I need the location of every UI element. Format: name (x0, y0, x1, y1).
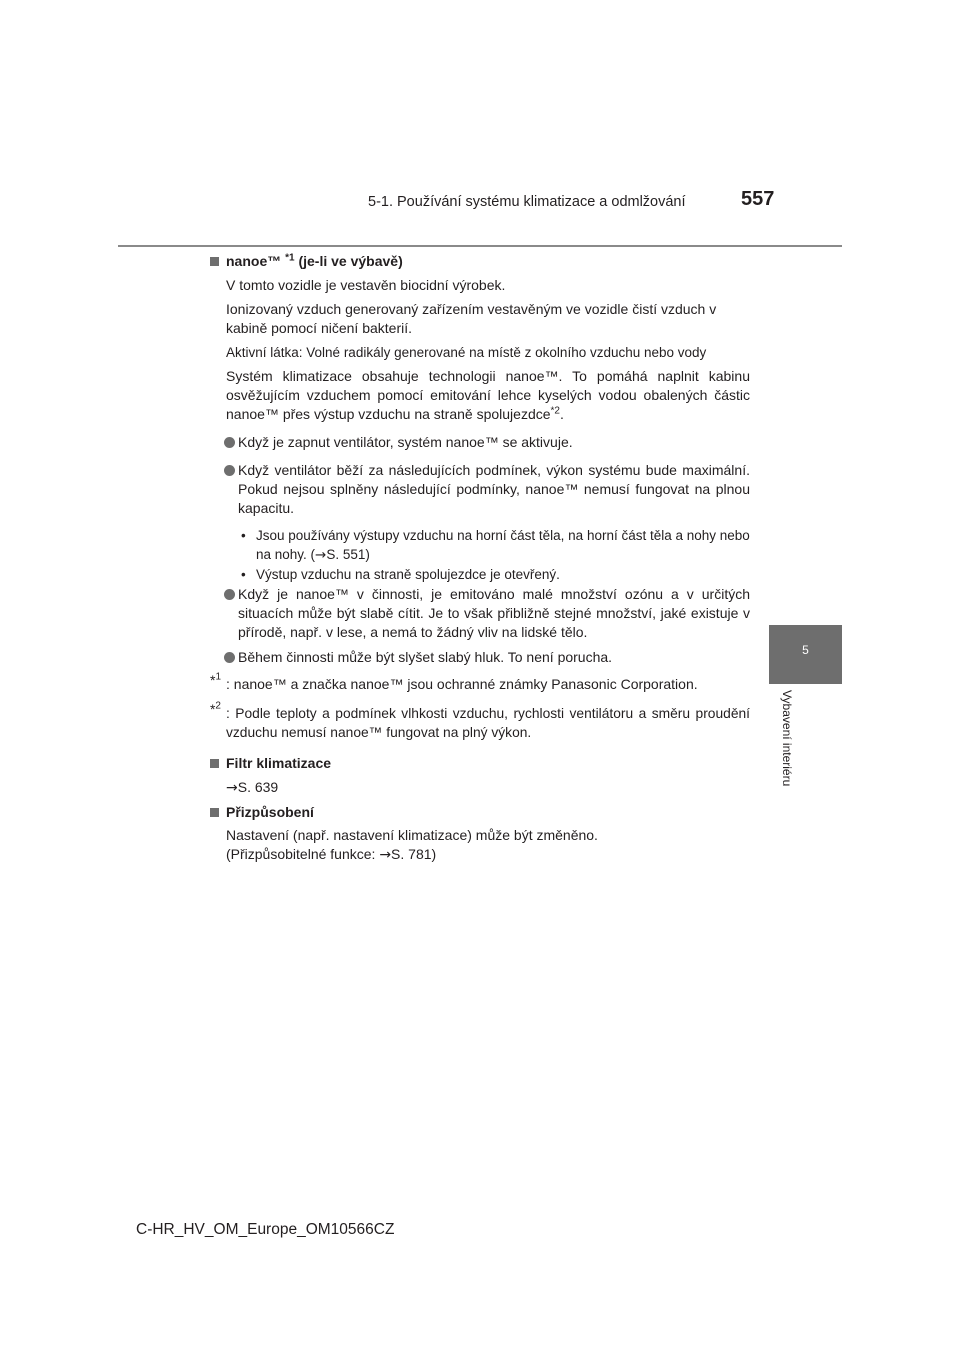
page-content (210, 252, 750, 865)
customize-line-2 (210, 845, 750, 865)
customize-line-2-text: (Přizpůsobitelné funkce: (226, 846, 380, 862)
arrow-icon: → (379, 847, 392, 863)
list-item (210, 461, 750, 518)
chapter-label: Vybavení interiéru (780, 690, 794, 787)
filter-reference (210, 778, 750, 798)
bullet-icon (224, 465, 235, 476)
list-item (210, 433, 750, 452)
footnote-2 (210, 700, 750, 742)
footnote-text: : Podle teploty a podmínek vlhkosti vzduchu, rychlosti ventilátoru a směru proudění vzduchu nemusí nanoe™ fungovat na plný výkon. (226, 706, 750, 740)
document-id: C-HR_HV_OM_Europe_OM10566CZ (136, 1221, 395, 1238)
page-reference: S. 639 (237, 779, 279, 795)
footnote-mark: *$^1$ (210, 671, 222, 688)
paragraph-nanoe-tech (210, 367, 750, 424)
square-bullet-icon (210, 759, 219, 768)
sub-bullet-icon: • (241, 528, 246, 543)
footnote-text: : nanoe™ a značka nanoe™ jsou ochranné známky Panasonic Corporation. (226, 676, 698, 692)
list-item (210, 585, 750, 642)
footnote-ref-1: *1 (285, 252, 295, 264)
bullet-icon (224, 589, 235, 600)
section-heading-nanoe (210, 252, 750, 271)
sub-bullet-icon: • (241, 567, 246, 582)
bullet-text: Když ventilátor běží za následujících podmínek, výkon systému bude maximální. Pokud nejsou splněny následující podmínky, nanoe™ nemusí fungovat na plnou kapacitu. (238, 462, 750, 516)
bullet-icon (224, 652, 235, 663)
page-reference: S. 781) (391, 846, 437, 862)
sub-bullet-text: Výstup vzduchu na straně spolujezdce je otevřený. (256, 567, 560, 582)
paragraph-end: . (559, 406, 564, 422)
nanoe-heading-suffix: (je-li ve výbavě) (298, 253, 403, 269)
sub-bullet-text: Jsou používány výstupy vzduchu na horní část těla, na horní část těla a nohy nebo na nohy. ( (256, 528, 750, 562)
paragraph-biocide: V tomto vozidle je vestavěn biocidní výrobek. (226, 277, 506, 293)
bullet-text: Když je zapnut ventilátor, systém nanoe™ se aktivuje. (238, 434, 573, 450)
sub-list-item (210, 565, 750, 584)
page-reference: S. 551) (326, 547, 370, 562)
footnote-ref-2: *2 (550, 405, 560, 417)
page-number: 557 (741, 188, 775, 210)
footnote-1 (210, 671, 750, 694)
arrow-icon: → (226, 780, 238, 796)
square-bullet-icon (210, 257, 219, 266)
footnote-mark: *$^2$ (210, 700, 221, 717)
header-divider (118, 245, 842, 247)
customize-line-1: Nastavení (např. nastavení klimatizace) může být změněno. (226, 827, 598, 843)
list-item (210, 648, 750, 667)
square-bullet-icon (210, 808, 219, 817)
chapter-tab (769, 625, 842, 684)
paragraph-active-substance: Aktivní látka: Volné radikály generované na místě z okolního vzduchu nebo vody (226, 345, 707, 360)
paragraph-nanoe-tech-text: Systém klimatizace obsahuje technologii nanoe™. To pomáhá naplnit kabinu osvěžujícím vzduchem pomocí emitování lehce kyselých vodou obalených částic nanoe™ přes výstup vzduchu na straně spolujezdce (226, 368, 750, 422)
arrow-icon: → (315, 547, 327, 563)
sub-list-item (210, 526, 750, 565)
bullet-text: Když je nanoe™ v činnosti, je emitováno malé množství ozónu a v určitých situacích může být slabě cítit. Je to však přibližně stejné množství, jaké existuje v přírodě, např. v lese, a nemá to žádný vliv na lidské tělo. (238, 586, 750, 640)
paragraph-ionized-air: Ionizovaný vzduch generovaný zařízením vestavěným ve vozidle čistí vzduch v kabině pomocí ničení bakterií. (226, 301, 717, 336)
section-title: 5-1. Používání systému klimatizace a odmlžování (368, 194, 686, 210)
section-heading-customize (210, 803, 750, 822)
bullet-text: Během činnosti může být slyšet slabý hluk. To není porucha. (238, 649, 613, 665)
bullet-icon (224, 437, 235, 448)
section-heading-filter (210, 754, 750, 773)
filter-heading-text: Filtr klimatizace (226, 755, 332, 771)
nanoe-heading-text: nanoe™ (226, 253, 282, 269)
chapter-number: 5 (802, 643, 809, 657)
customize-heading-text: Přizpůsobení (226, 804, 314, 820)
